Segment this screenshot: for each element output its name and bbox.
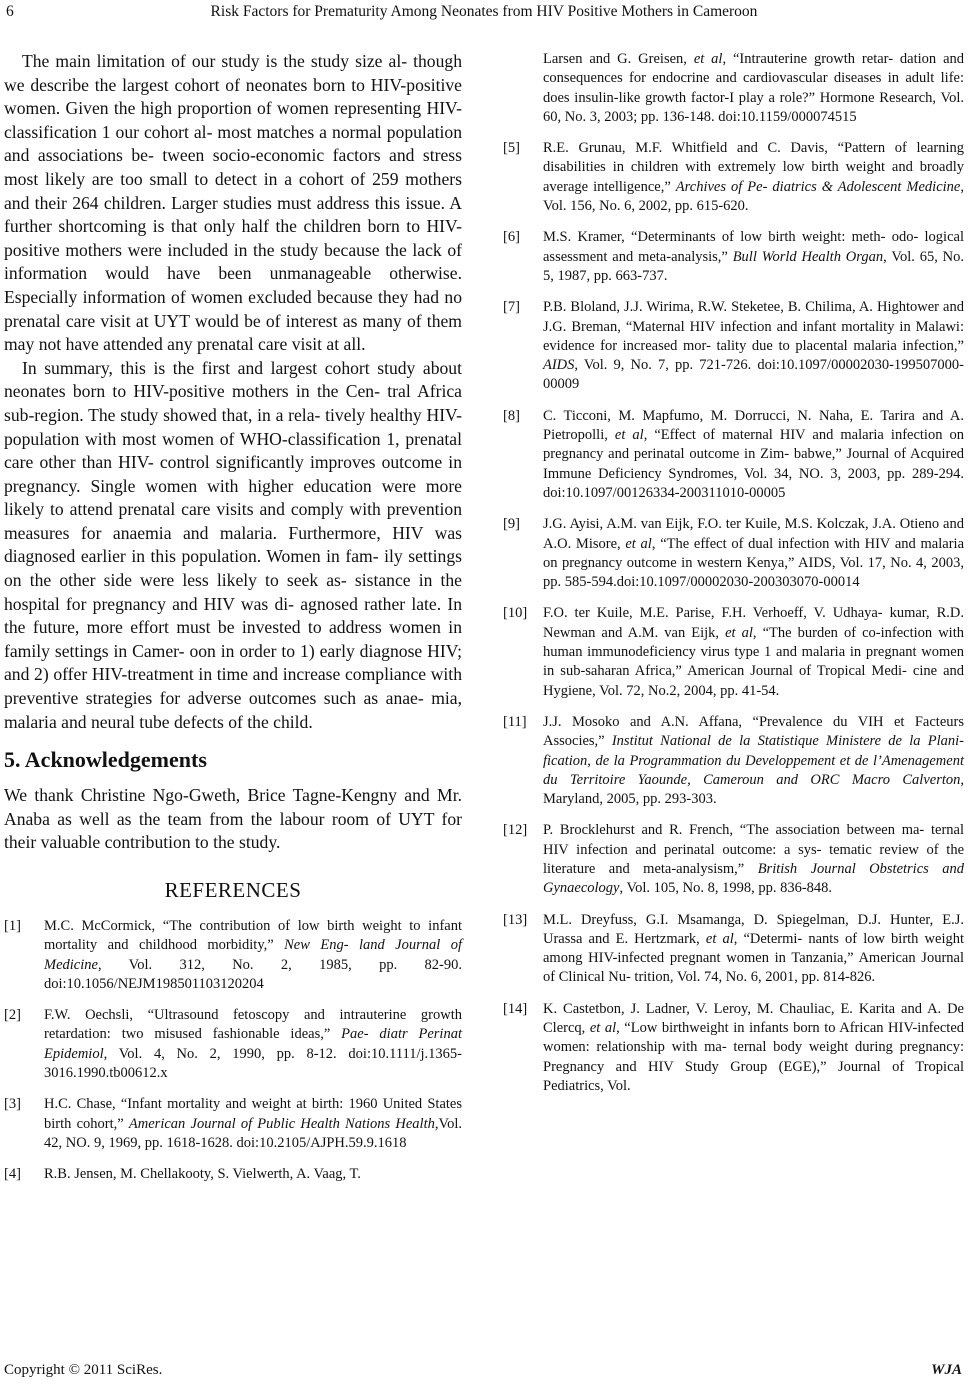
- reference-text: P. Brocklehurst and R. French, “The association between ma- ternal HIV infection and perinatal outcome: a sys- tematic review of the literature and meta-analysism,” British Journal Obstetrics and Gynaecology, Vol. 105, No. 8, 1998, pp. 836-848.: [543, 822, 964, 897]
- reference-number: [14]: [503, 1000, 528, 1017]
- reference-text: K. Castetbon, J. Ladner, V. Leroy, M. Chauliac, E. Karita and A. De Clercq, et al, “Low birthweight in infants born to African HIV-infected women: relationship with ma- ternal body weight during pregnancy: Pregnancy and HIV Study Group (EGE),” Journal of Tropical Pediatrics, Vol.: [543, 1000, 965, 1094]
- reference-item: [503, 298, 964, 394]
- reference-number: [9]: [503, 516, 520, 533]
- reference-text: C. Ticconi, M. Mapfumo, M. Dorrucci, N. Naha, E. Tarira and A. Pietropolli, et al, “Effect of maternal HIV and malaria infection on pregnancy and perinatal outcome in Zim- babwe,” Journal of Acquired Immune Deficiency Syndromes, Vol. 34, NO. 3, 2003, pp. 289-294. doi:10.1097/00126334-200311010-00005: [543, 407, 964, 501]
- reference-text: P.B. Bloland, J.J. Wirima, R.W. Steketee, B. Chilima, A. Hightower and J.G. Breman, “Maternal HIV infection and infant mortality in Malawi: evidence for increased mor- tality due to placental malaria infection,” AIDS, Vol. 9, No. 7, pp. 721-726. doi:10.1097/00002030-199507000-00009: [543, 299, 964, 393]
- reference-item: [503, 139, 964, 216]
- reference-item: [4, 917, 462, 994]
- reference-item: [503, 911, 964, 988]
- reference-text: Larsen and G. Greisen, et al, “Intrauterine growth retar- dation and consequences for endocrine and cardiovascular diseases in adult life: does insulin-like growth factor-I play a role?” Hormone Research, Vol. 60, No. 3, 2003; pp. 136-148. doi:10.1159/000074515: [543, 51, 965, 125]
- reference-text: R.E. Grunau, M.F. Whitfield and C. Davis, “Pattern of learning disabilities in children with extremely low birth weight and broadly average intelligence,” Archives of Pe- diatrics & Adolescent Medicine, Vol. 156, No. 6, 2002, pp. 615-620.: [543, 140, 964, 215]
- left-column: [4, 50, 462, 1197]
- journal-abbreviation: WJA: [931, 1362, 962, 1378]
- reference-text: H.C. Chase, “Infant mortality and weight at birth: 1960 United States birth cohort,” American Journal of Public Health Nations Health,Vol. 42, NO. 9, 1969, pp. 1618-1628. doi:10.2105/AJPH.59.9.1618: [44, 1096, 462, 1151]
- reference-item: [4, 1095, 462, 1153]
- reference-item: [503, 407, 964, 503]
- reference-text: J.G. Ayisi, A.M. van Eijk, F.O. ter Kuile, M.S. Kolczak, J.A. Otieno and A.O. Misore, et al, “The effect of dual infection with HIV and malaria on pregnancy outcome in western Kenya,” AIDS, Vol. 17, No. 4, 2003, pp. 585-594.doi:10.1097/00002030-200303070-00014: [543, 516, 965, 591]
- reference-text: M.C. McCormick, “The contribution of low birth weight to infant mortality and childhood morbidity,” New Eng- land Journal of Medicine, Vol. 312, No. 2, 1985, pp. 82-90. doi:10.1056/NEJM198501103120204: [44, 918, 462, 992]
- reference-text: M.S. Kramer, “Determinants of low birth weight: meth- odo- logical assessment and meta-analysis,” Bull World Health Organ, Vol. 65, No. 5, 1987, pp. 663-737.: [543, 229, 965, 284]
- reference-text: M.L. Dreyfuss, G.I. Msamanga, D. Spiegelman, D.J. Hunter, E.J. Urassa and E. Hertzmark, et al, “Determi- nants of low birth weight among HIV-infected pregnant women in Tanzania,” American Journal of Clinical Nu- trition, Vol. 74, No. 6, 2001, pp. 814-826.: [543, 911, 964, 986]
- reference-item: [4, 1006, 462, 1083]
- reference-item: [4, 1165, 462, 1184]
- reference-number: [1]: [4, 918, 21, 934]
- reference-item: [503, 228, 964, 286]
- body-paragraph: In summary, this is the first and largest cohort study about neonates born to HIV-positive mothers in the Cen- tral Africa sub-region. The study showed that, in a rela- tively healthy HIV-population with most women of WHO-classification 1, prenatal care other than HIV- control significantly improves outcome in pregnancy. Single women with higher education were more likely to attend prenatal care visits and comply with prevention measures for anaemia and malaria. Furthermore, HIV was diagnosed earlier in this population. Women in fam- ily settings on the other side were less likely to seek as- sistance in the hospital for pregnancy and HIV was di- agnosed rather late. In the future, more effort must be invested to address women in family settings in Camer- oon in order to 1) early diagnose HIV; and 2) offer HIV-treatment in time and increase compliance with preventive strategies for adverse outcomes such as anae- mia, malaria and neural tube defects of the child.: [4, 357, 462, 732]
- reference-number: [6]: [503, 229, 520, 246]
- reference-continuation: [503, 50, 964, 127]
- references-heading: REFERENCES: [164, 878, 302, 902]
- reference-text: J.J. Mosoko and A.N. Affana, “Prevalence du VIH et Facteurs Associes,” Institut National de la Statistique Ministere de la Plani- fication, de la Programmation du Developpement et de l’Amenagement du Territoire Yaounde, Cameroun and ORC Macro Calverton, Maryland, 2005, pp. 293-303.: [543, 713, 964, 808]
- section-heading: 5. Acknowledgements: [4, 747, 207, 773]
- right-column: [503, 50, 964, 1108]
- reference-number: [10]: [503, 605, 528, 622]
- body-paragraph: The main limitation of our study is the study size al- though we describe the largest cohort of neonates born to HIV-positive women. Given the high proportion of women representing HIV-classification 1 our cohort al- most matches a normal population and associations be- tween socio-economic factors and stress most likely are too small to detect in a cohort of 259 mothers and their 264 children. Larger studies must address this issue. A further shortcoming is that only half the children born to HIV-positive mothers were included in the study because the lack of information would have been unmanageable otherwise. Especially information of women excluded because they had no prenatal care visit at UYT would be of interest as many of them may not have attended any prenatal care visit at all.: [4, 51, 462, 355]
- reference-number: [3]: [4, 1096, 21, 1113]
- reference-number: [7]: [503, 299, 520, 316]
- page-footer: [0, 1362, 968, 1384]
- reference-item: [503, 515, 964, 592]
- page-header: [0, 3, 968, 27]
- reference-text: F.W. Oechsli, “Ultrasound fetoscopy and intrauterine growth retardation: two misused fashionable ideas,” Pae- diatr Perinat Epidemiol, Vol. 4, No. 2, 1990, pp. 8-12. doi:10.1111/j.1365-3016.1990.tb00612.x: [44, 1007, 462, 1082]
- reference-item: [503, 713, 964, 809]
- copyright-notice: Copyright © 2011 SciRes.: [4, 1362, 163, 1378]
- reference-text: R.B. Jensen, M. Chellakooty, S. Vielwerth, A. Vaag, T.: [44, 1166, 361, 1183]
- reference-number: [8]: [503, 407, 520, 424]
- reference-number: [13]: [503, 911, 528, 928]
- reference-number: [2]: [4, 1007, 21, 1024]
- reference-item: [503, 1000, 964, 1096]
- acknowledgements-text: We thank Christine Ngo-Gweth, Brice Tagne-Kengny and Mr. Anaba as well as the team from the labour room of UYT for their valuable contribution to the study.: [4, 785, 462, 853]
- page-number: 6: [6, 3, 14, 20]
- reference-number: [4]: [4, 1166, 21, 1183]
- reference-text: F.O. ter Kuile, M.E. Parise, F.H. Verhoeff, V. Udhaya- kumar, R.D. Newman and A.M. van Eijk, et al, “The burden of co-infection with human immunodeficiency virus type 1 and malaria in pregnant women in sub-saharan Africa,” American Journal of Tropical Medi- cine and Hygiene, Vol. 72, No.2, 2004, pp. 41-54.: [543, 605, 964, 699]
- reference-number: [5]: [503, 140, 520, 157]
- reference-item: [503, 604, 964, 700]
- reference-item: [503, 821, 964, 898]
- reference-number: [11]: [503, 713, 527, 730]
- running-title: Risk Factors for Prematurity Among Neonates from HIV Positive Mothers in Cameroon: [210, 3, 758, 20]
- reference-number: [12]: [503, 822, 528, 839]
